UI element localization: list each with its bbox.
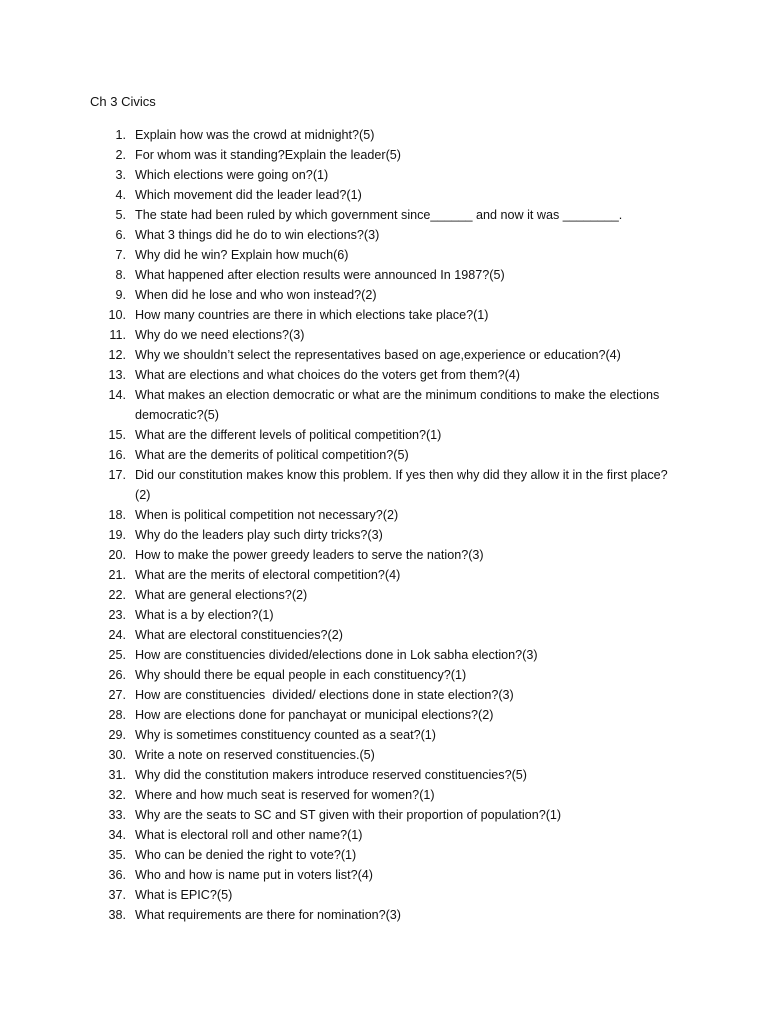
question-text: How are constituencies divided/ elections done in state election?(3) [135, 688, 514, 702]
question-text: What happened after election results were announced In 1987?(5) [135, 268, 505, 282]
question-number: 1. [115, 128, 126, 142]
list-item [90, 325, 680, 345]
question-number: 27. [108, 688, 126, 702]
question-text: How many countries are there in which elections take place?(1) [135, 308, 489, 322]
question-text: Why are the seats to SC and ST given with their proportion of population?(1) [135, 808, 562, 822]
question-number: 7. [115, 248, 126, 262]
question-text: Who can be denied the right to vote?(1) [135, 848, 357, 862]
question-text: What is electoral roll and other name?(1) [135, 828, 363, 842]
question-text: Why do the leaders play such dirty tricks?(3) [135, 528, 383, 542]
question-number: 30. [108, 748, 126, 762]
list-item [90, 565, 680, 585]
question-text: Which elections were going on?(1) [135, 168, 329, 182]
question-number: 22. [108, 588, 126, 602]
list-item [90, 645, 680, 665]
question-text: Write a note on reserved constituencies.(5) [135, 748, 375, 762]
list-item [90, 125, 680, 145]
list-item [90, 505, 680, 525]
question-text: What are elections and what choices do the voters get from them?(4) [135, 368, 521, 382]
question-text: What 3 things did he do to win elections?(3) [135, 228, 380, 242]
list-item [90, 765, 680, 785]
list-item [90, 185, 680, 205]
question-number: 33. [108, 808, 126, 822]
question-number: 17. [108, 468, 126, 482]
question-text: Why is sometimes constituency counted as a seat?(1) [135, 728, 436, 742]
list-item [90, 605, 680, 625]
question-number: 4. [115, 188, 126, 202]
question-number: 10. [108, 308, 126, 322]
question-text: The state had been ruled by which government since______ and now it was ________. [135, 208, 623, 222]
list-item [90, 825, 680, 845]
question-number: 8. [115, 268, 126, 282]
list-item [90, 465, 680, 505]
question-number: 31. [108, 768, 126, 782]
list-item [90, 725, 680, 745]
question-text: Where and how much seat is reserved for women?(1) [135, 788, 435, 802]
question-text: What requirements are there for nomination?(3) [135, 908, 401, 922]
question-text: Explain how was the crowd at midnight?(5) [135, 128, 375, 142]
question-text: Why we shouldn’t select the representatives based on age,experience or education?(4) [135, 348, 621, 362]
question-text: When did he lose and who won instead?(2) [135, 288, 377, 302]
question-number: 5. [115, 208, 126, 222]
question-number: 28. [108, 708, 126, 722]
question-text: When is political competition not necessary?(2) [135, 508, 399, 522]
list-item [90, 545, 680, 565]
question-number: 3. [115, 168, 126, 182]
list-item [90, 265, 680, 285]
question-number: 34. [108, 828, 126, 842]
question-number: 9. [115, 288, 126, 302]
question-number: 15. [108, 428, 126, 442]
list-item [90, 805, 680, 825]
list-item [90, 845, 680, 865]
question-text: Did our constitution makes know this problem. If yes then why did they allow it in the first place?(2) [135, 468, 668, 502]
document-title: Ch 3 Civics [90, 94, 156, 109]
question-text: What is a by election?(1) [135, 608, 274, 622]
question-text: How are constituencies divided/elections done in Lok sabha election?(3) [135, 648, 538, 662]
question-number: 13. [108, 368, 126, 382]
list-item [90, 665, 680, 685]
question-text: How are elections done for panchayat or municipal elections?(2) [135, 708, 494, 722]
list-item [90, 225, 680, 245]
question-text: Why did he win? Explain how much(6) [135, 248, 349, 262]
list-item [90, 705, 680, 725]
question-text: Why should there be equal people in each constituency?(1) [135, 668, 467, 682]
question-text: Why did the constitution makers introduce reserved constituencies?(5) [135, 768, 527, 782]
question-text: Why do we need elections?(3) [135, 328, 305, 342]
list-item [90, 625, 680, 645]
list-item [90, 345, 680, 365]
list-item [90, 365, 680, 385]
question-text: What are the merits of electoral competition?(4) [135, 568, 401, 582]
question-text: How to make the power greedy leaders to serve the nation?(3) [135, 548, 484, 562]
question-number: 21. [108, 568, 126, 582]
question-number: 24. [108, 628, 126, 642]
question-number: 11. [109, 328, 126, 342]
question-number: 12. [108, 348, 126, 362]
list-item [90, 885, 680, 905]
question-text: For whom was it standing?Explain the leader(5) [135, 148, 401, 162]
question-number: 37. [108, 888, 126, 902]
list-item [90, 525, 680, 545]
question-text: What are electoral constituencies?(2) [135, 628, 343, 642]
question-number: 19. [108, 528, 126, 542]
list-item [90, 785, 680, 805]
list-item [90, 905, 680, 925]
question-text: What are the different levels of political competition?(1) [135, 428, 442, 442]
question-number: 14. [108, 388, 126, 402]
list-item [90, 285, 680, 305]
question-number: 16. [108, 448, 126, 462]
list-item [90, 685, 680, 705]
question-number: 18. [108, 508, 126, 522]
question-text: Who and how is name put in voters list?(4) [135, 868, 373, 882]
list-item [90, 385, 680, 425]
question-text: What makes an election democratic or what are the minimum conditions to make the elections democratic?(5) [135, 388, 663, 422]
list-item [90, 745, 680, 765]
question-number: 26. [108, 668, 126, 682]
question-number: 25. [108, 648, 126, 662]
question-number: 6. [115, 228, 126, 242]
list-item [90, 585, 680, 605]
question-number: 29. [108, 728, 126, 742]
question-number: 38. [108, 908, 126, 922]
question-number: 35. [108, 848, 126, 862]
list-item [90, 445, 680, 465]
question-list [90, 125, 680, 925]
question-number: 36. [108, 868, 126, 882]
list-item [90, 425, 680, 445]
question-text: What are general elections?(2) [135, 588, 308, 602]
list-item [90, 165, 680, 185]
question-number: 2. [115, 148, 126, 162]
question-text: What are the demerits of political competition?(5) [135, 448, 409, 462]
list-item [90, 205, 680, 225]
question-number: 20. [108, 548, 126, 562]
list-item [90, 245, 680, 265]
list-item [90, 145, 680, 165]
list-item [90, 865, 680, 885]
question-text: Which movement did the leader lead?(1) [135, 188, 362, 202]
question-number: 32. [108, 788, 126, 802]
list-item [90, 305, 680, 325]
question-text: What is EPIC?(5) [135, 888, 233, 902]
question-number: 23. [108, 608, 126, 622]
